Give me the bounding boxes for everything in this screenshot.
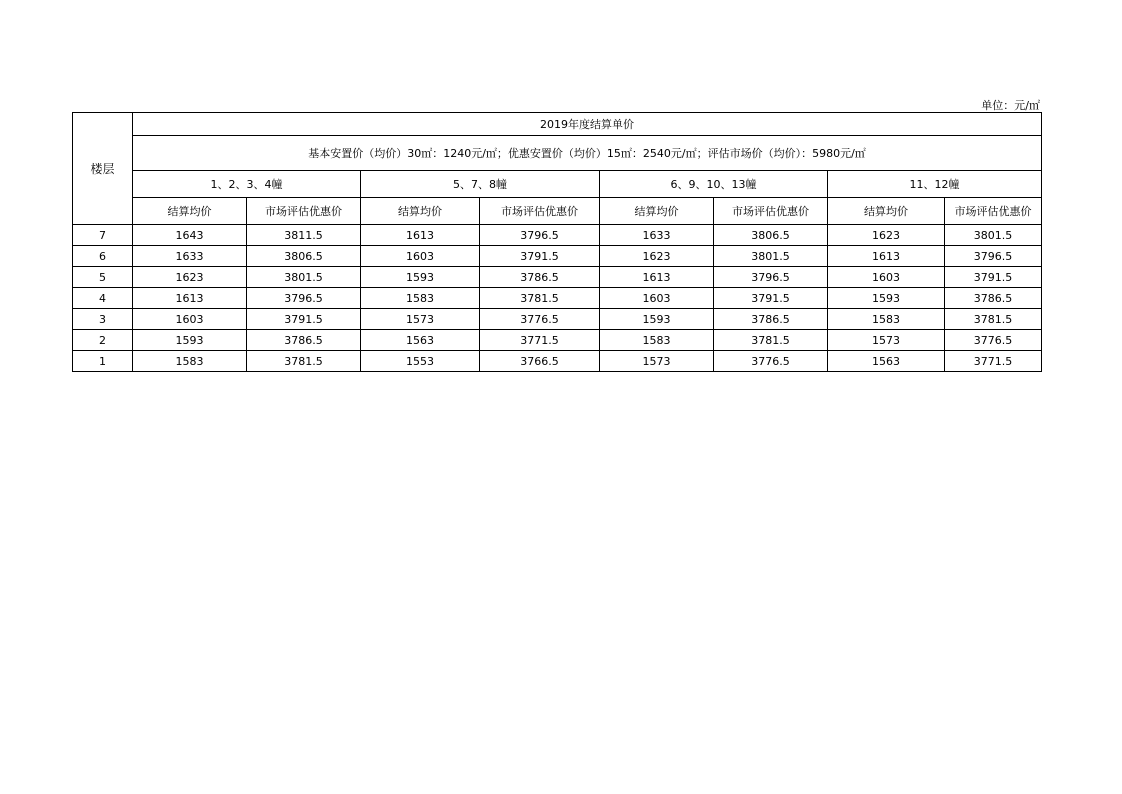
settlement-price-cell: 1583 (828, 309, 945, 330)
market-discount-price-header: 市场评估优惠价 (714, 198, 828, 225)
settlement-price-cell: 1573 (600, 351, 714, 372)
floor-cell: 2 (73, 330, 133, 351)
table-row (73, 246, 1042, 267)
market-discount-price-cell: 3776.5 (945, 330, 1042, 351)
settlement-price-cell: 1603 (600, 288, 714, 309)
table-row (73, 330, 1042, 351)
market-discount-price-cell: 3811.5 (247, 225, 361, 246)
settlement-price-cell: 1583 (133, 351, 247, 372)
building-group-header: 1、2、3、4幢 (133, 171, 361, 198)
market-discount-price-cell: 3786.5 (714, 309, 828, 330)
settlement-price-cell: 1633 (600, 225, 714, 246)
table-title: 2019年度结算单价 (133, 113, 1042, 136)
market-discount-price-cell: 3786.5 (247, 330, 361, 351)
floor-cell: 6 (73, 246, 133, 267)
market-discount-price-cell: 3781.5 (247, 351, 361, 372)
price-description: 基本安置价（均价）30㎡：1240元/㎡；优惠安置价（均价）15㎡：2540元/㎡；评估市场价（均价）：5980元/㎡ (133, 136, 1042, 171)
settlement-price-cell: 1613 (828, 246, 945, 267)
floor-cell: 5 (73, 267, 133, 288)
settlement-price-cell: 1633 (133, 246, 247, 267)
settlement-price-cell: 1553 (361, 351, 480, 372)
settlement-price-cell: 1603 (361, 246, 480, 267)
market-discount-price-cell: 3791.5 (480, 246, 600, 267)
settlement-price-cell: 1623 (133, 267, 247, 288)
table-row (73, 309, 1042, 330)
market-discount-price-cell: 3796.5 (247, 288, 361, 309)
floor-cell: 7 (73, 225, 133, 246)
floor-header: 楼层 (73, 113, 133, 225)
header-description-row (73, 136, 1042, 171)
building-group-header: 5、7、8幢 (361, 171, 600, 198)
settlement-price-cell: 1613 (361, 225, 480, 246)
unit-note: 单位：元/㎡ (981, 99, 1040, 112)
building-group-header: 11、12幢 (828, 171, 1042, 198)
market-discount-price-cell: 3776.5 (480, 309, 600, 330)
settlement-price-cell: 1643 (133, 225, 247, 246)
settlement-price-cell: 1573 (828, 330, 945, 351)
settlement-price-cell: 1603 (133, 309, 247, 330)
settlement-price-cell: 1613 (600, 267, 714, 288)
market-discount-price-cell: 3781.5 (480, 288, 600, 309)
settlement-price-header: 结算均价 (361, 198, 480, 225)
market-discount-price-cell: 3796.5 (480, 225, 600, 246)
market-discount-price-header: 市场评估优惠价 (247, 198, 361, 225)
market-discount-price-cell: 3786.5 (945, 288, 1042, 309)
settlement-price-cell: 1573 (361, 309, 480, 330)
settlement-price-cell: 1623 (600, 246, 714, 267)
table-row (73, 225, 1042, 246)
market-discount-price-cell: 3776.5 (714, 351, 828, 372)
settlement-price-cell: 1583 (361, 288, 480, 309)
settlement-price-cell: 1583 (600, 330, 714, 351)
settlement-price-cell: 1563 (828, 351, 945, 372)
floor-cell: 4 (73, 288, 133, 309)
settlement-price-header: 结算均价 (828, 198, 945, 225)
settlement-price-header: 结算均价 (600, 198, 714, 225)
market-discount-price-cell: 3766.5 (480, 351, 600, 372)
settlement-price-cell: 1593 (600, 309, 714, 330)
market-discount-price-cell: 3796.5 (714, 267, 828, 288)
settlement-price-cell: 1613 (133, 288, 247, 309)
market-discount-price-cell: 3801.5 (714, 246, 828, 267)
table-row (73, 267, 1042, 288)
market-discount-price-cell: 3796.5 (945, 246, 1042, 267)
settlement-price-cell: 1603 (828, 267, 945, 288)
market-discount-price-cell: 3791.5 (247, 309, 361, 330)
header-title-row (73, 113, 1042, 136)
settlement-price-cell: 1563 (361, 330, 480, 351)
market-discount-price-header: 市场评估优惠价 (945, 198, 1042, 225)
settlement-price-cell: 1623 (828, 225, 945, 246)
building-group-header: 6、9、10、13幢 (600, 171, 828, 198)
table-row (73, 351, 1042, 372)
market-discount-price-cell: 3806.5 (714, 225, 828, 246)
settlement-price-header: 结算均价 (133, 198, 247, 225)
market-discount-price-cell: 3791.5 (714, 288, 828, 309)
table-row (73, 288, 1042, 309)
market-discount-price-cell: 3791.5 (945, 267, 1042, 288)
settlement-price-cell: 1593 (133, 330, 247, 351)
market-discount-price-cell: 3781.5 (714, 330, 828, 351)
sub-header-row (73, 198, 1042, 225)
floor-cell: 1 (73, 351, 133, 372)
market-discount-price-cell: 3801.5 (945, 225, 1042, 246)
price-table (72, 112, 1042, 372)
market-discount-price-cell: 3771.5 (945, 351, 1042, 372)
market-discount-price-cell: 3771.5 (480, 330, 600, 351)
market-discount-price-cell: 3806.5 (247, 246, 361, 267)
market-discount-price-cell: 3801.5 (247, 267, 361, 288)
market-discount-price-header: 市场评估优惠价 (480, 198, 600, 225)
settlement-price-cell: 1593 (361, 267, 480, 288)
market-discount-price-cell: 3786.5 (480, 267, 600, 288)
building-group-row (73, 171, 1042, 198)
market-discount-price-cell: 3781.5 (945, 309, 1042, 330)
floor-cell: 3 (73, 309, 133, 330)
settlement-price-cell: 1593 (828, 288, 945, 309)
